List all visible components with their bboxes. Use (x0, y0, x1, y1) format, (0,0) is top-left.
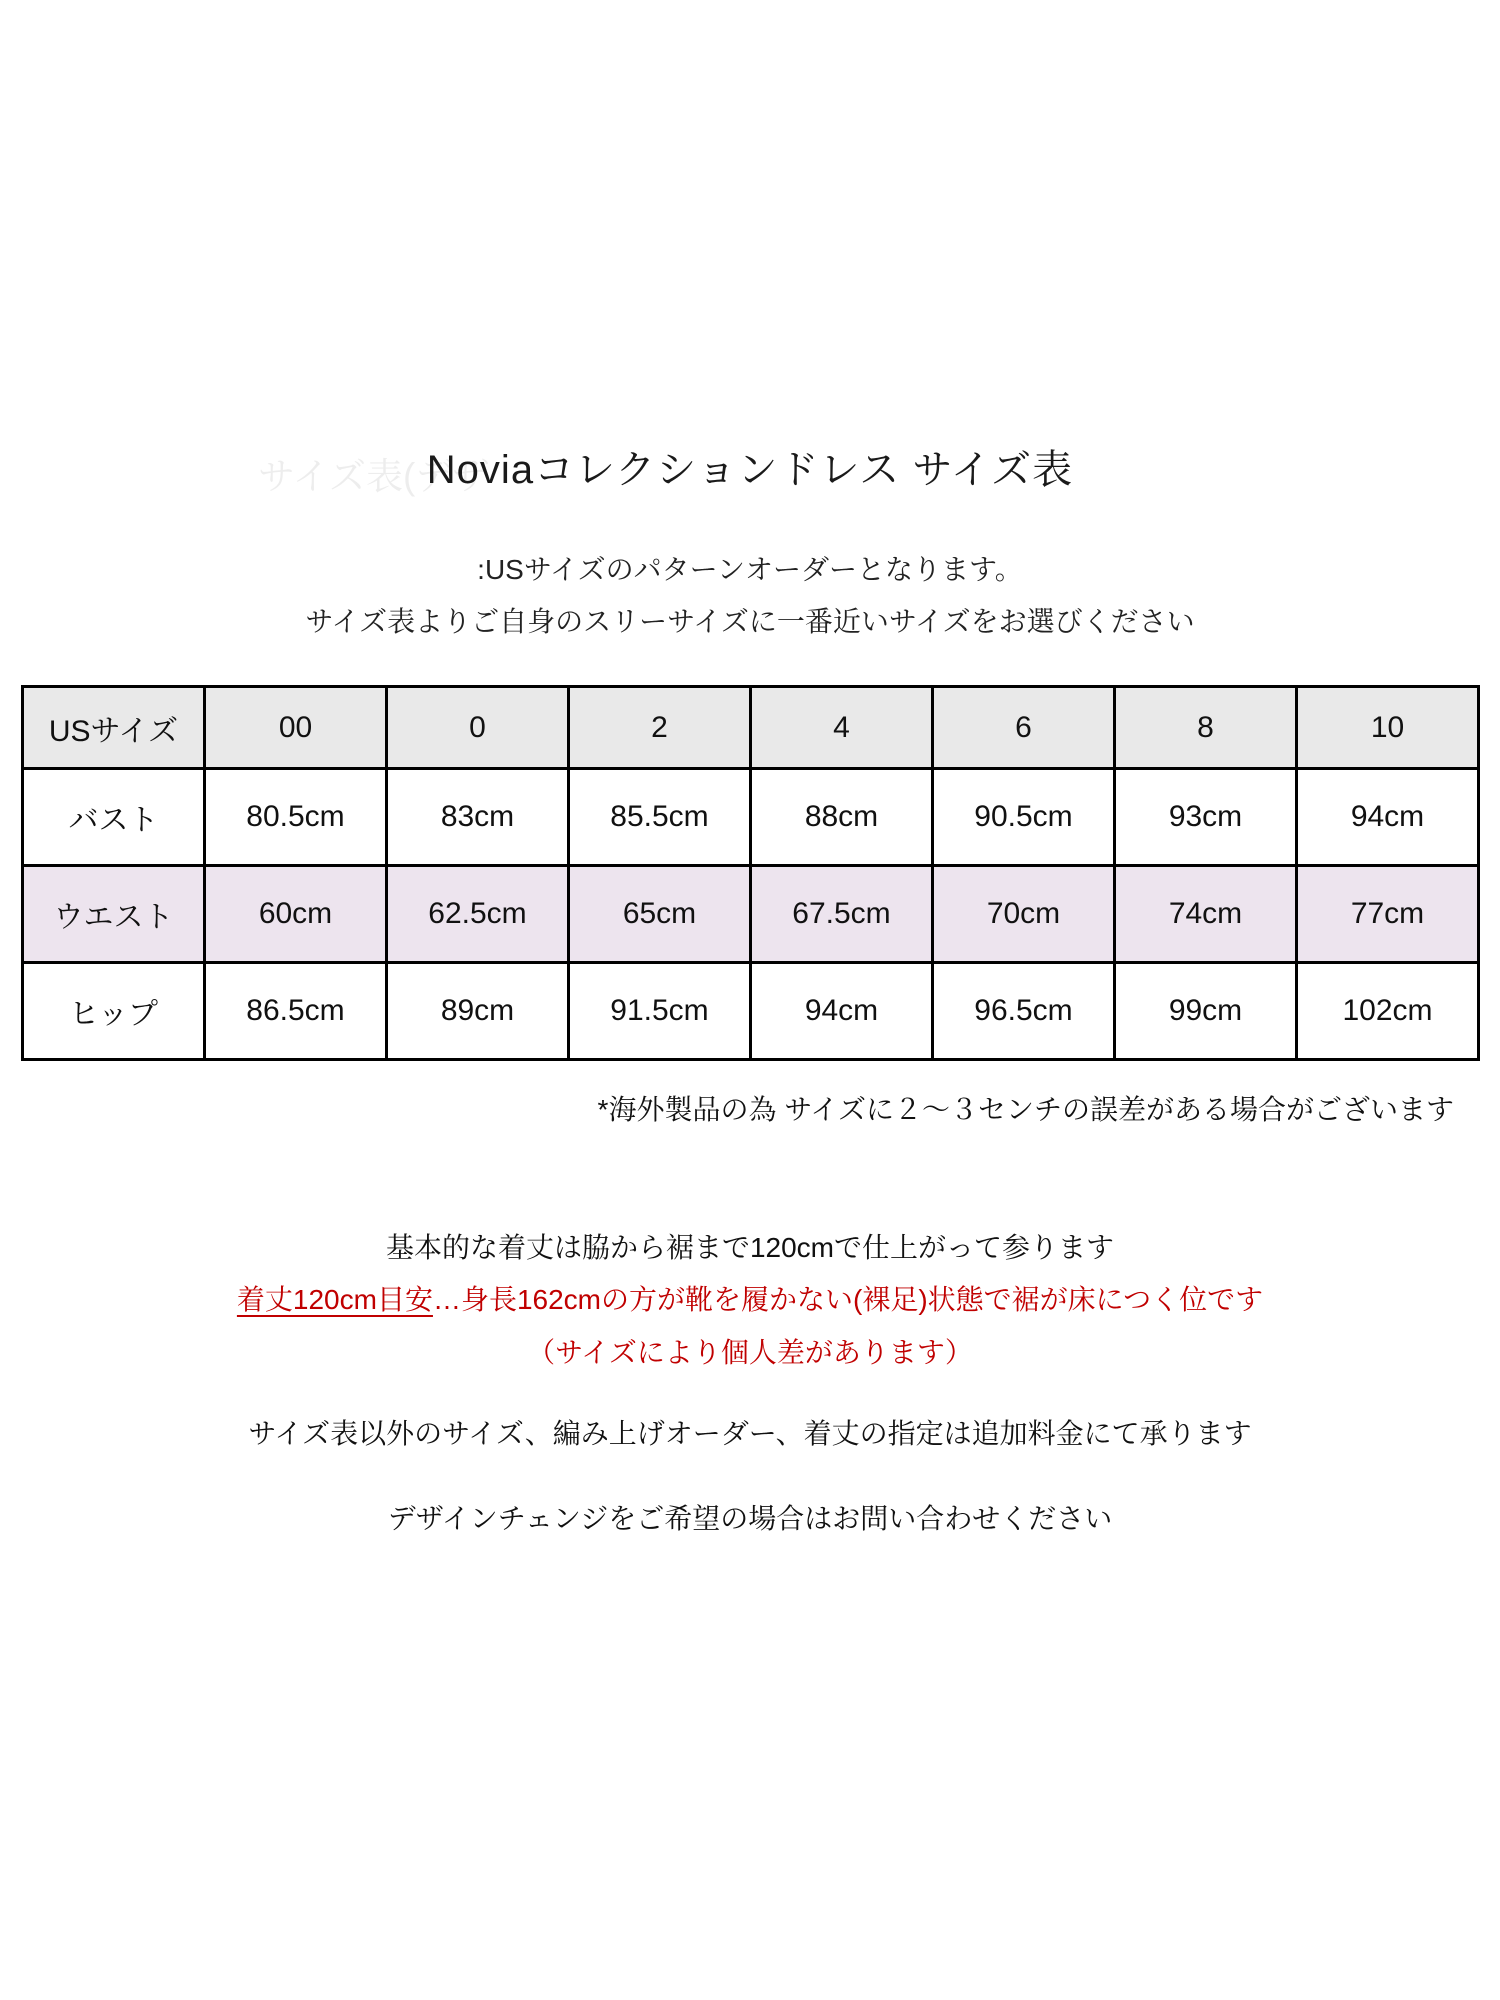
intro-line-us-size: :USサイズのパターンオーダーとなります。 (477, 554, 1023, 585)
table-cell: 90.5cm (933, 769, 1115, 866)
table-cell: 60cm (205, 866, 387, 963)
header-cell-size-00: 00 (205, 687, 387, 769)
length-basic-note: 基本的な着丈は脇から裾まで120cmで仕上がって参ります (385, 1232, 1115, 1263)
length-guide-rest: …身長162cmの方が靴を履かない(裸足)状態で裾が床につく位です (432, 1284, 1264, 1315)
table-cell: 102cm (1297, 963, 1479, 1060)
length-guide-underlined: 着丈120cm目安 (236, 1284, 433, 1315)
table-cell: 62.5cm (387, 866, 569, 963)
table-cell: 91.5cm (569, 963, 751, 1060)
intro-line-choose-size: サイズ表よりご自身のスリーサイズに一番近いサイズをお選びください (305, 606, 1195, 637)
row-label-hip: ヒップ (23, 963, 205, 1060)
design-change-note: デザインチェンジをご希望の場合はお問い合わせください (387, 1503, 1113, 1534)
watermark-text: サイズ表(デザ (258, 456, 490, 497)
header-cell-size-0: 0 (387, 687, 569, 769)
header-cell-size-4: 4 (751, 687, 933, 769)
table-cell: 74cm (1115, 866, 1297, 963)
header-cell-size-10: 10 (1297, 687, 1479, 769)
table-cell: 77cm (1297, 866, 1479, 963)
table-row-waist (23, 866, 1479, 963)
tolerance-note: *海外製品の為 サイズに２～３センチの誤差がある場合がございます (597, 1094, 1454, 1125)
header-cell-size-8: 8 (1115, 687, 1297, 769)
table-row-hip (23, 963, 1479, 1060)
row-label-bust: バスト (23, 769, 205, 866)
table-cell: 93cm (1115, 769, 1297, 866)
table-cell: 67.5cm (751, 866, 933, 963)
table-cell: 80.5cm (205, 769, 387, 866)
page-title: Noviaコレクションドレス サイズ表 (426, 448, 1074, 492)
header-cell-us-size: USサイズ (23, 687, 205, 769)
table-cell: 65cm (569, 866, 751, 963)
length-guide-sub-note: （サイズにより個人差があります） (527, 1337, 973, 1368)
table-cell: 70cm (933, 866, 1115, 963)
extra-fee-note: サイズ表以外のサイズ、編み上げオーダー、着丈の指定は追加料金にて承ります (248, 1418, 1252, 1449)
header-cell-size-2: 2 (569, 687, 751, 769)
table-header-row (23, 687, 1479, 769)
table-cell: 94cm (1297, 769, 1479, 866)
table-cell: 83cm (387, 769, 569, 866)
table-cell: 99cm (1115, 963, 1297, 1060)
size-table (21, 685, 1480, 1061)
length-guide-note (0, 1278, 1500, 1318)
table-row-bust (23, 769, 1479, 866)
row-label-waist: ウエスト (23, 866, 205, 963)
table-cell: 94cm (751, 963, 933, 1060)
header-cell-size-6: 6 (933, 687, 1115, 769)
table-cell: 85.5cm (569, 769, 751, 866)
table-cell: 89cm (387, 963, 569, 1060)
table-cell: 88cm (751, 769, 933, 866)
table-cell: 86.5cm (205, 963, 387, 1060)
table-cell: 96.5cm (933, 963, 1115, 1060)
